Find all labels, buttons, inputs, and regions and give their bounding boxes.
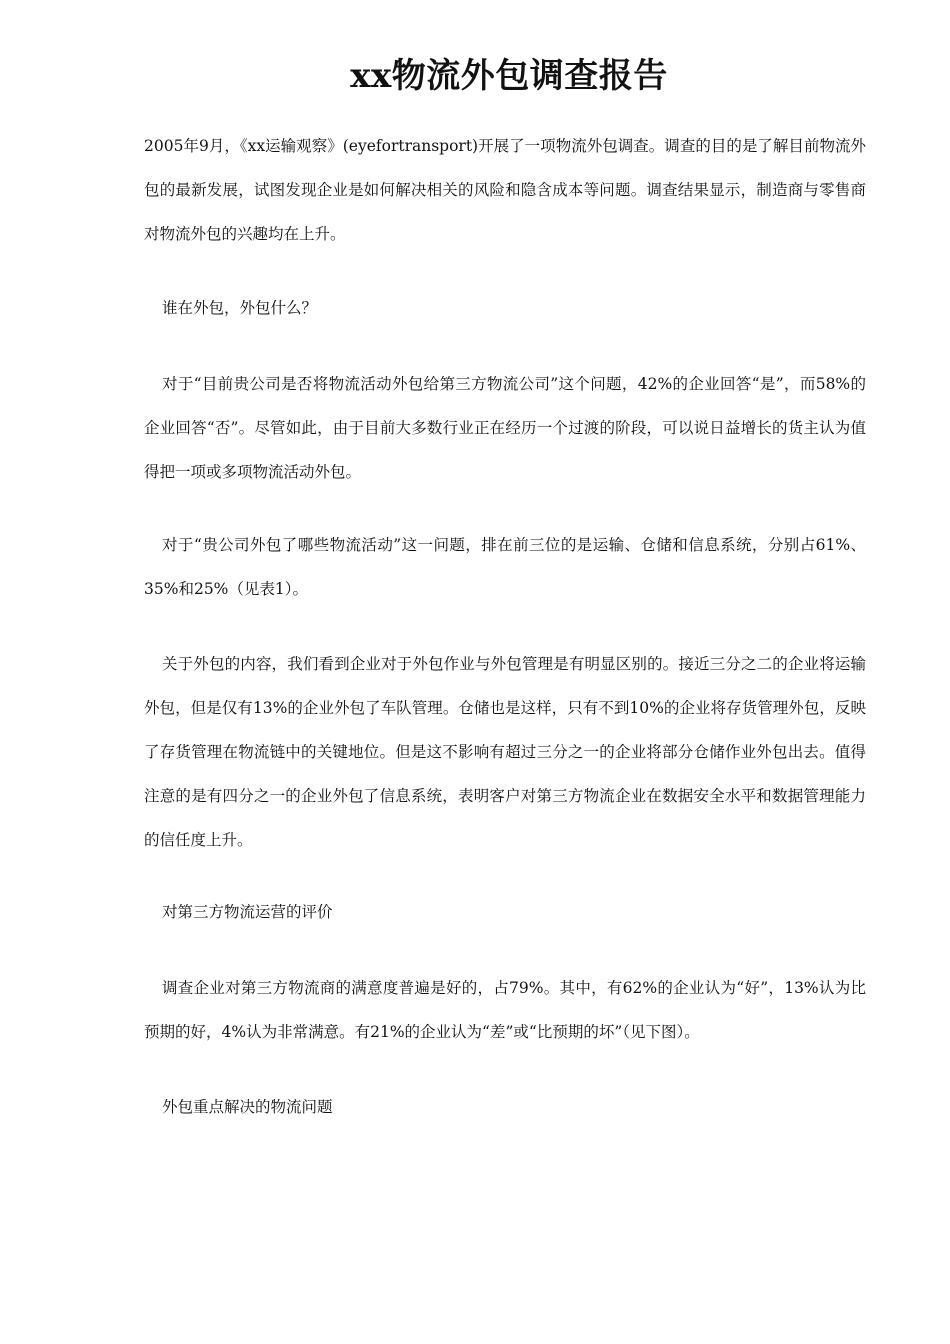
paragraph-satisfaction: 调查企业对第三方物流商的满意度普遍是好的，占79%。其中，有62%的企业认为“好”，13%认为比预期的好，4%认为非常满意。有21%的企业认为“差”或“比预期的坏”（见下图）。 bbox=[144, 979, 866, 1041]
paragraph-outsourcing-content: 关于外包的内容，我们看到企业对于外包作业与外包管理是有明显区别的。接近三分之二的企业将运输外包，但是仅有13%的企业外包了车队管理。仓储也是这样，只有不到10%的企业将存货管理外包，反映了存货管理在物流链中的关键地位。但是这不影响有超过三分之一的企业将部分仓储作业外包出去。值得注意的是有四分之一的企业外包了信息系统，表明客户对第三方物流企业在数据安全水平和数据管理能力的信任度上升。 bbox=[144, 655, 866, 849]
section-heading-evaluation: 对第三方物流运营的评价 bbox=[162, 903, 333, 921]
section-heading-key-problems: 外包重点解决的物流问题 bbox=[162, 1098, 333, 1116]
document-title: xx物流外包调查报告 bbox=[350, 56, 668, 96]
paragraph-outsourcing-share: 对于“目前贵公司是否将物流活动外包给第三方物流公司”这个问题，42%的企业回答“是”，而58%的企业回答“否”。尽管如此，由于目前大多数行业正在经历一个过渡的阶段，可以说日益增长的货主认为值得把一项或多项物流活动外包。 bbox=[144, 375, 866, 481]
section-heading-who-outsources: 谁在外包，外包什么？ bbox=[162, 299, 318, 317]
paragraph-outsourced-activities: 对于“贵公司外包了哪些物流活动”这一问题，排在前三位的是运输、仓储和信息系统，分别占61%、35%和25%（见表1）。 bbox=[144, 536, 866, 598]
paragraph-intro: 2005年9月，《xx运输观察》(eyefortransport)开展了一项物流外包调查。调查的目的是了解目前物流外包的最新发展，试图发现企业是如何解决相关的风险和隐含成本等问题。调查结果显示，制造商与零售商对物流外包的兴趣均在上升。 bbox=[144, 137, 866, 243]
